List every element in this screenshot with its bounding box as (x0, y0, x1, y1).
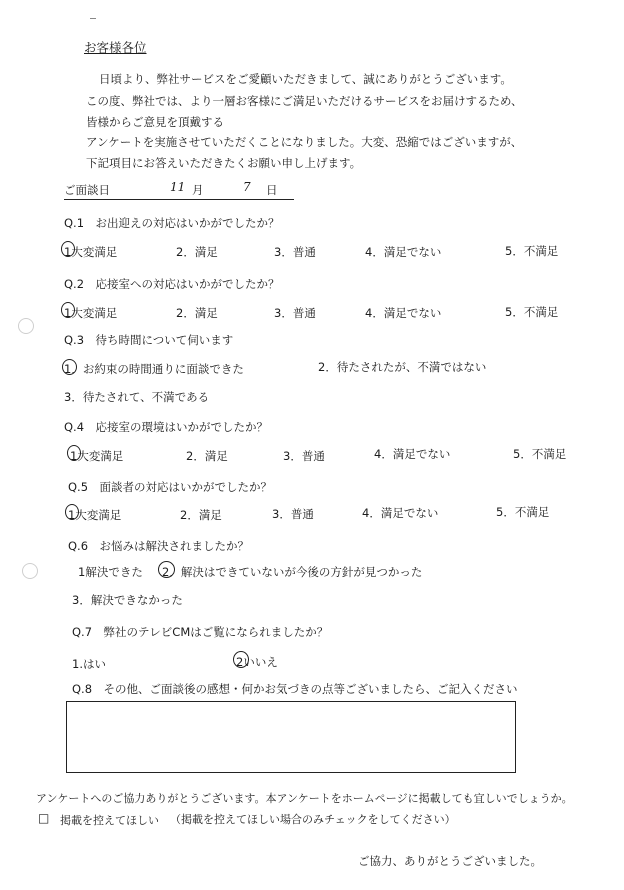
q1-option-3[interactable]: 3．普通 (274, 245, 316, 259)
intro-line-3: 皆様からご意見を頂戴する (86, 115, 224, 129)
intro-line-2: この度、弊社では、より一層お客様にご満足いただけるサービスをお届けするため、 (86, 94, 523, 108)
q5-question: Q.5 面談者の対応はいかがでしたか？ (68, 480, 273, 494)
q1-selected-circle (61, 241, 75, 257)
scan-speck (90, 18, 96, 19)
q7-option-1[interactable]: 1.はい (72, 657, 106, 671)
q5-selected-circle (65, 504, 79, 520)
q2-option-5[interactable]: 5．不満足 (505, 305, 559, 319)
q6-option-2[interactable]: 2．解決はできていないが今後の方針が見つかった (162, 565, 423, 579)
q7-question: Q.7 弊社のテレビCMはご覧になられましたか？ (72, 625, 329, 639)
punch-hole-top (18, 318, 34, 334)
q8-question: Q.8 その他、ご面談後の感想・何かお気づきの点等ございましたら、ご記入ください (72, 682, 518, 696)
q7-selected-circle (233, 651, 249, 668)
q2-option-4[interactable]: 4．満足でない (365, 306, 442, 320)
q4-option-3[interactable]: 3．普通 (283, 449, 325, 463)
q5-option-5[interactable]: 5．不満足 (496, 505, 550, 519)
intro-line-5: 下記項目にお答えいただきたくお願い申し上げます。 (86, 156, 362, 170)
q8-comment-box[interactable] (66, 701, 516, 773)
q3-option-3[interactable]: 3．待たされて、不満である (64, 390, 210, 404)
q2-option-2[interactable]: 2．満足 (176, 306, 218, 320)
publish-checkbox-note: （掲載を控えてほしい場合のみチェックをしてください） (170, 813, 456, 826)
q3-question: Q.3 待ち時間について伺います (64, 333, 234, 347)
date-month-unit: 月 (192, 183, 204, 197)
q1-question: Q.1 お出迎えの対応はいかがでしたか？ (64, 216, 280, 230)
q4-selected-circle (67, 445, 81, 461)
q1-option-2[interactable]: 2．満足 (176, 245, 218, 259)
q2-question: Q.2 応接室への対応はいかがでしたか？ (64, 277, 280, 291)
q5-option-4[interactable]: 4．満足でない (362, 506, 439, 520)
q1-option-5[interactable]: 5．不満足 (505, 244, 559, 258)
q5-option-1[interactable]: 1大変満足 (68, 508, 122, 522)
publish-checkbox-label: 掲載を控えてほしい (60, 814, 159, 827)
publish-checkbox[interactable]: □ (38, 811, 50, 825)
intro-line-4: アンケートを実施させていただくことになりました。大変、恐縮ではございますが、 (86, 135, 523, 149)
q7-option-2[interactable]: 2いいえ (236, 655, 278, 669)
q5-option-2[interactable]: 2．満足 (180, 508, 222, 522)
date-month-value[interactable]: 11 (170, 180, 186, 194)
q2-selected-circle (61, 302, 75, 318)
q4-option-1[interactable]: 1大変満足 (70, 449, 124, 463)
q2-option-1[interactable]: 1大変満足 (64, 306, 118, 320)
date-underline (64, 199, 294, 200)
punch-hole-bottom (22, 563, 38, 579)
closing-thanks: ご協力、ありがとうございました。 (358, 854, 542, 868)
q2-option-3[interactable]: 3．普通 (274, 306, 316, 320)
heading-customers: お客様各位 (84, 40, 147, 55)
q4-question: Q.4 応接室の環境はいかがでしたか？ (64, 420, 269, 434)
date-day-value[interactable]: 7 (243, 180, 251, 194)
footer-thanks-line: アンケートへのご協力ありがとうございます。本アンケートをホームページに掲載しても宜しいでしょうか。 (36, 792, 573, 805)
q1-option-4[interactable]: 4．満足でない (365, 245, 442, 259)
q6-selected-circle (158, 561, 175, 578)
q3-option-2[interactable]: 2．待たされたが、不満ではない (318, 360, 487, 374)
intro-line-1: 日頃より、弊社サービスをご愛顧いただきまして、誠にありがとうございます。 (99, 72, 512, 86)
q3-option-1[interactable]: 1．お約束の時間通りに面談できた (64, 362, 244, 376)
q6-question: Q.6 お悩みは解決されましたか？ (68, 539, 250, 553)
q4-option-5[interactable]: 5．不満足 (513, 447, 567, 461)
q3-selected-circle (62, 359, 77, 375)
date-label: ご面談日 (64, 183, 110, 197)
q4-option-2[interactable]: 2．満足 (186, 449, 228, 463)
q1-option-1[interactable]: 1大変満足 (64, 245, 118, 259)
q4-option-4[interactable]: 4．満足でない (374, 447, 451, 461)
q6-option-1[interactable]: 1解決できた (78, 565, 143, 579)
q6-option-3[interactable]: 3．解決できなかった (72, 593, 183, 607)
date-day-unit: 日 (266, 183, 278, 197)
q5-option-3[interactable]: 3．普通 (272, 507, 314, 521)
